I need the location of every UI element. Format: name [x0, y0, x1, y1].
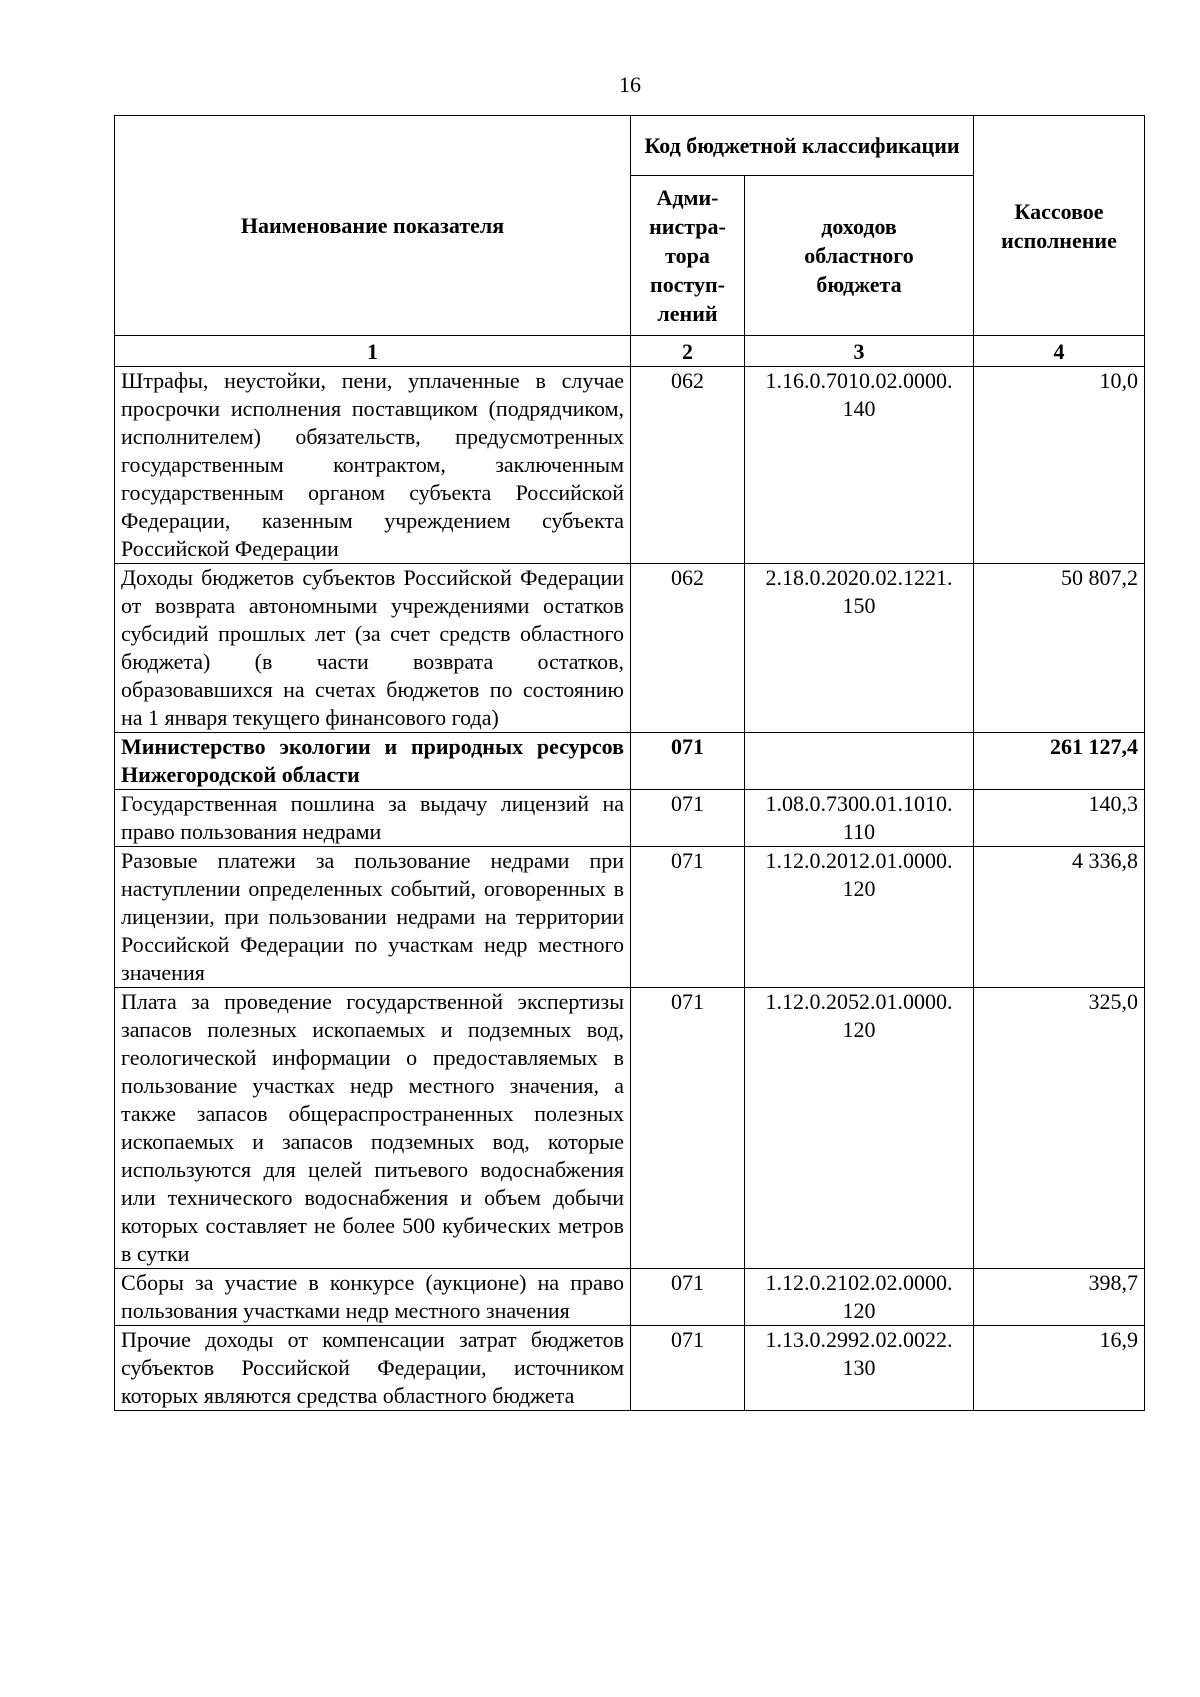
header-income-line: областного — [804, 243, 914, 268]
admin-code: 071 — [631, 1269, 745, 1326]
income-code-line: 1.12.0.2012.01.0000. — [765, 848, 953, 873]
header-income-line: доходов — [821, 214, 897, 239]
header-name: Наименование показателя — [115, 116, 631, 336]
admin-code: 071 — [631, 790, 745, 847]
table-row — [115, 1269, 1145, 1326]
col-number-2: 2 — [631, 336, 745, 367]
col-number-1: 1 — [115, 336, 631, 367]
indicator-name: Сборы за участие в конкурсе (аукционе) на право пользования участками недр местного значения — [115, 1269, 631, 1326]
income-code — [745, 1269, 974, 1326]
income-code — [745, 564, 974, 733]
cash-amount: 50 807,2 — [974, 564, 1145, 733]
cash-amount: 140,3 — [974, 790, 1145, 847]
table-row-ministry — [115, 733, 1145, 790]
income-code-line: 2.18.0.2020.02.1221. — [765, 565, 953, 590]
table-row — [115, 988, 1145, 1269]
page-number: 16 — [619, 72, 641, 97]
income-code-line: 150 — [842, 593, 876, 618]
header-cash — [974, 116, 1145, 336]
admin-code: 071 — [631, 847, 745, 988]
income-code-line: 120 — [842, 876, 876, 901]
header-admin — [631, 176, 745, 336]
indicator-name: Прочие доходы от компенсации затрат бюджетов субъектов Российской Федерации, источником которых являются средства областного бюджета — [115, 1326, 631, 1411]
table-row — [115, 1326, 1145, 1411]
income-code — [745, 1326, 974, 1411]
header-admin-line: нистра- — [649, 214, 726, 239]
admin-code: 062 — [631, 367, 745, 564]
header-income — [745, 176, 974, 336]
income-code-line: 110 — [842, 819, 876, 844]
income-code — [745, 733, 974, 790]
header-admin-line: поступ- — [650, 272, 725, 297]
cash-amount: 4 336,8 — [974, 847, 1145, 988]
admin-code: 071 — [631, 733, 745, 790]
header-admin-line: Адми- — [656, 185, 719, 210]
income-code-line: 130 — [842, 1355, 876, 1380]
header-code-group: Код бюджетной классификации — [631, 116, 974, 176]
admin-code: 071 — [631, 988, 745, 1269]
table-row — [115, 367, 1145, 564]
cash-amount: 398,7 — [974, 1269, 1145, 1326]
table-row — [115, 564, 1145, 733]
table-row — [115, 790, 1145, 847]
table-row — [115, 847, 1145, 988]
income-code-line: 1.13.0.2992.02.0022. — [765, 1327, 953, 1352]
admin-code: 071 — [631, 1326, 745, 1411]
table-body — [115, 367, 1145, 1411]
budget-table — [114, 115, 1145, 1411]
income-code — [745, 847, 974, 988]
income-code — [745, 367, 974, 564]
income-code — [745, 988, 974, 1269]
cash-amount: 16,9 — [974, 1326, 1145, 1411]
indicator-name: Разовые платежи за пользование недрами при наступлении определенных событий, оговоренных в лицензии, при пользовании недрами на территории Российской Федерации по участкам недр местного значения — [115, 847, 631, 988]
col-number-3: 3 — [745, 336, 974, 367]
income-code-line: 120 — [842, 1298, 876, 1323]
income-code-line: 120 — [842, 1017, 876, 1042]
income-code-line: 140 — [842, 396, 876, 421]
header-admin-line: лений — [657, 301, 718, 326]
ministry-name: Министерство экологии и природных ресурсов Нижегородской области — [115, 733, 631, 790]
income-code-line: 1.12.0.2102.02.0000. — [765, 1270, 953, 1295]
indicator-name: Государственная пошлина за выдачу лицензий на право пользования недрами — [115, 790, 631, 847]
income-code-line: 1.12.0.2052.01.0000. — [765, 989, 953, 1014]
col-number-4: 4 — [974, 336, 1145, 367]
header-admin-line: тора — [665, 243, 710, 268]
indicator-name: Доходы бюджетов субъектов Российской Федерации от возврата автономными учреждениями остатков субсидий прошлых лет (за счет средств областного бюджета) (в части возврата остатков, образовавшихся на счетах бюджетов по состоянию на 1 января текущего финансового года) — [115, 564, 631, 733]
header-cash-line: исполнение — [1001, 227, 1117, 253]
cash-amount-total: 261 127,4 — [974, 733, 1145, 790]
admin-code: 062 — [631, 564, 745, 733]
cash-amount: 10,0 — [974, 367, 1145, 564]
header-income-line: бюджета — [816, 272, 902, 297]
income-code-line: 1.08.0.7300.01.1010. — [765, 791, 953, 816]
header-cash-line: Кассовое — [1014, 198, 1104, 224]
indicator-name: Штрафы, неустойки, пени, уплаченные в случае просрочки исполнения поставщиком (подрядчиком, исполнителем) обязательств, предусмотренных государственным контрактом, заключенным государственным органом субъекта Российской Федерации, казенным учреждением субъекта Российской Федерации — [115, 367, 631, 564]
cash-amount: 325,0 — [974, 988, 1145, 1269]
indicator-name: Плата за проведение государственной экспертизы запасов полезных ископаемых и подземных вод, геологической информации о предоставляемых в пользование участках недр местного значения, а также запасов общераспространенных полезных ископаемых и запасов подземных вод, которые используются для целей питьевого водоснабжения или технического водоснабжения и объем добычи которых составляет не более 500 кубических метров в сутки — [115, 988, 631, 1269]
income-code-line: 1.16.0.7010.02.0000. — [765, 368, 953, 393]
income-code — [745, 790, 974, 847]
